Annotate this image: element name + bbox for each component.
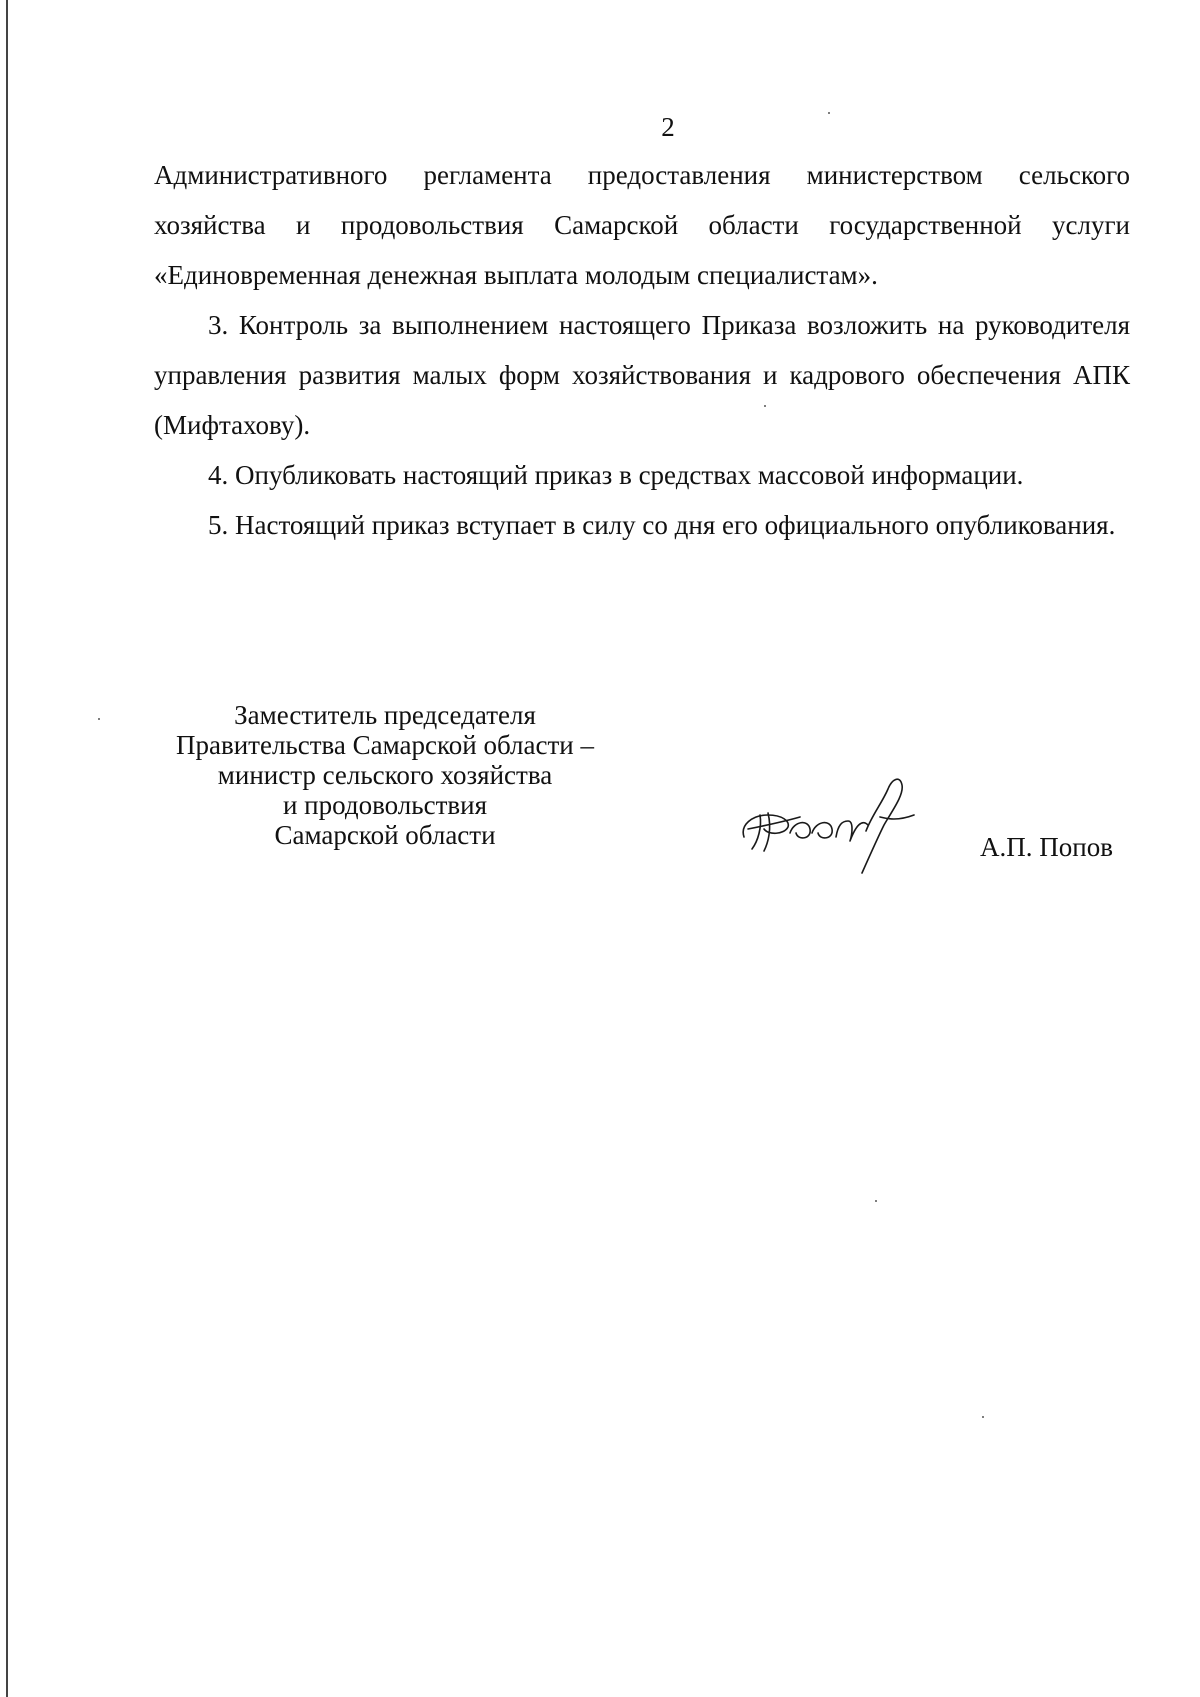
scan-speck <box>875 1200 877 1202</box>
signatory-line: и продовольствия <box>282 790 487 820</box>
document-body <box>154 150 1130 550</box>
page-number: 2 <box>661 112 675 142</box>
signatory-line: министр сельского хозяйства <box>217 760 553 790</box>
scan-speck <box>982 1416 984 1418</box>
signatory-title <box>150 700 620 850</box>
scan-speck <box>98 718 100 720</box>
signatory-line: Заместитель председателя <box>234 700 536 730</box>
scan-edge-line <box>6 0 8 1697</box>
signatory-line: Самарской области <box>274 820 496 850</box>
signatory-line: Правительства Самарской области – <box>176 730 594 760</box>
paragraph-regulation: Административного регламента предоставления министерством сельского хозяйства и продовольствия Самарской области государственной услуги «Единовременная денежная выплата молодым специалистам». <box>154 160 1130 290</box>
handwritten-signature-icon <box>738 755 928 875</box>
paragraph-item-3: 3. Контроль за выполнением настоящего Приказа возложить на руководителя управления развития малых форм хозяйствования и кадрового обеспечения АПК (Мифтахову). <box>154 310 1130 440</box>
paragraph-item-4: 4. Опубликовать настоящий приказ в средствах массовой информации. <box>208 460 1024 490</box>
signer-name: А.П. Попов <box>980 832 1113 862</box>
paragraph-item-5: 5. Настоящий приказ вступает в силу со дня его официального опубликования. <box>208 510 1116 540</box>
